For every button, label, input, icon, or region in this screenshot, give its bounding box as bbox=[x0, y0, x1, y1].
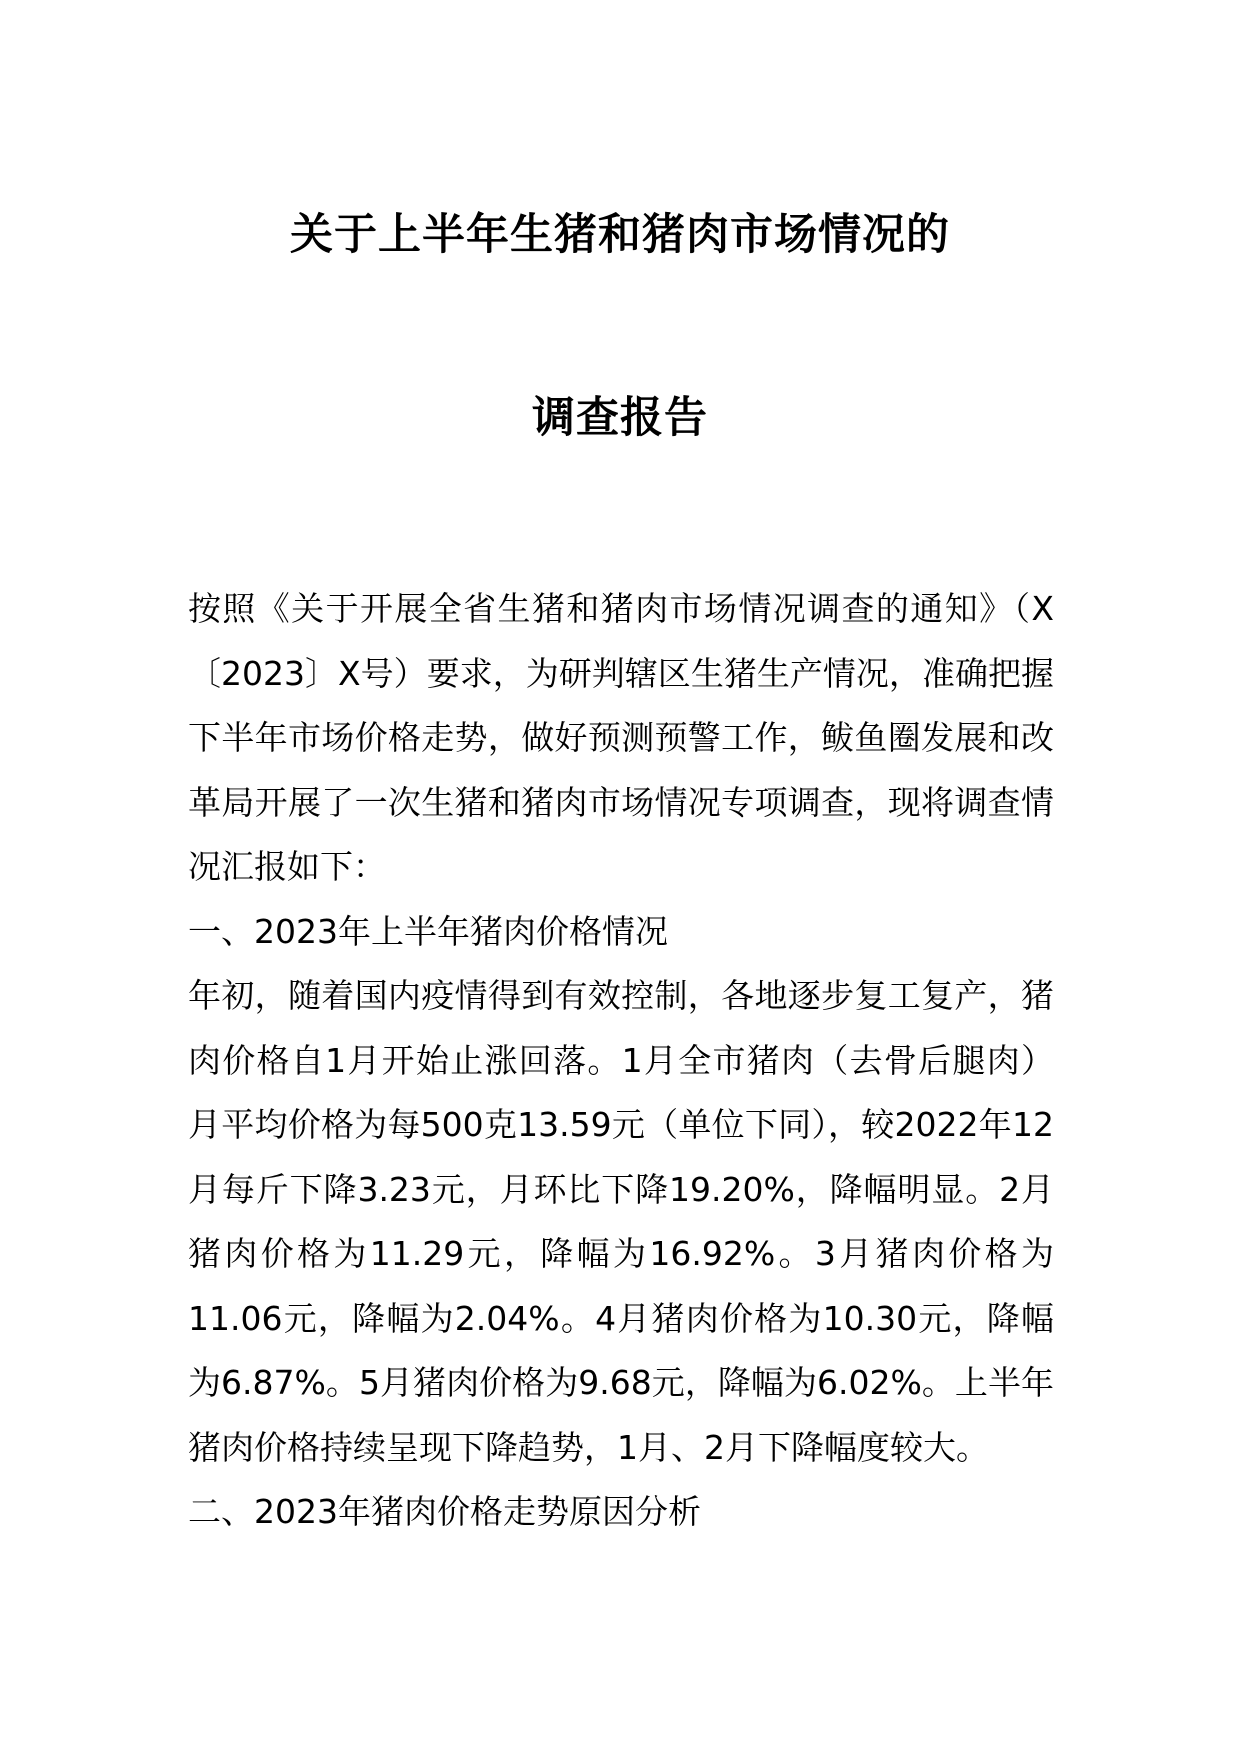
intro-paragraph: 按照《关于开展全省生猪和猪肉市场情况调查的通知》（X〔2023〕X号）要求，为研判辖区生猪生产情况，准确把握下半年市场价格走势，做好预测预警工作，鲅鱼圈发展和改革局开展了一次生猪和猪肉市场情况专项调查，现将调查情况汇报如下： bbox=[188, 589, 1054, 886]
price-paragraph: 年初，随着国内疫情得到有效控制，各地逐步复工复产，猪肉价格自1月开始止涨回落。1月全市猪肉（去骨后腿肉）月平均价格为每500克13.59元（单位下同），较2022年12月每斤下降3.23元，月环比下降19.20%，降幅明显。2月猪肉价格为11.29元，降幅为16.92%。3月猪肉价格为11.06元，降幅为2.04%。4月猪肉价格为10.30元，降幅为6.87%。5月猪肉价格为9.68元，降幅为6.02%。上半年猪肉价格持续呈现下降趋势，1月、2月下降幅度较大。 bbox=[188, 976, 1054, 1467]
section-heading-1: 一、2023年上半年猪肉价格情况 bbox=[188, 911, 668, 951]
document-title-line-2: 调查报告 bbox=[532, 393, 708, 443]
document-title-line-1: 关于上半年生猪和猪肉市场情况的 bbox=[290, 210, 950, 260]
section-heading-2: 二、2023年猪肉价格走势原因分析 bbox=[188, 1492, 701, 1531]
document-body bbox=[188, 577, 1054, 1545]
